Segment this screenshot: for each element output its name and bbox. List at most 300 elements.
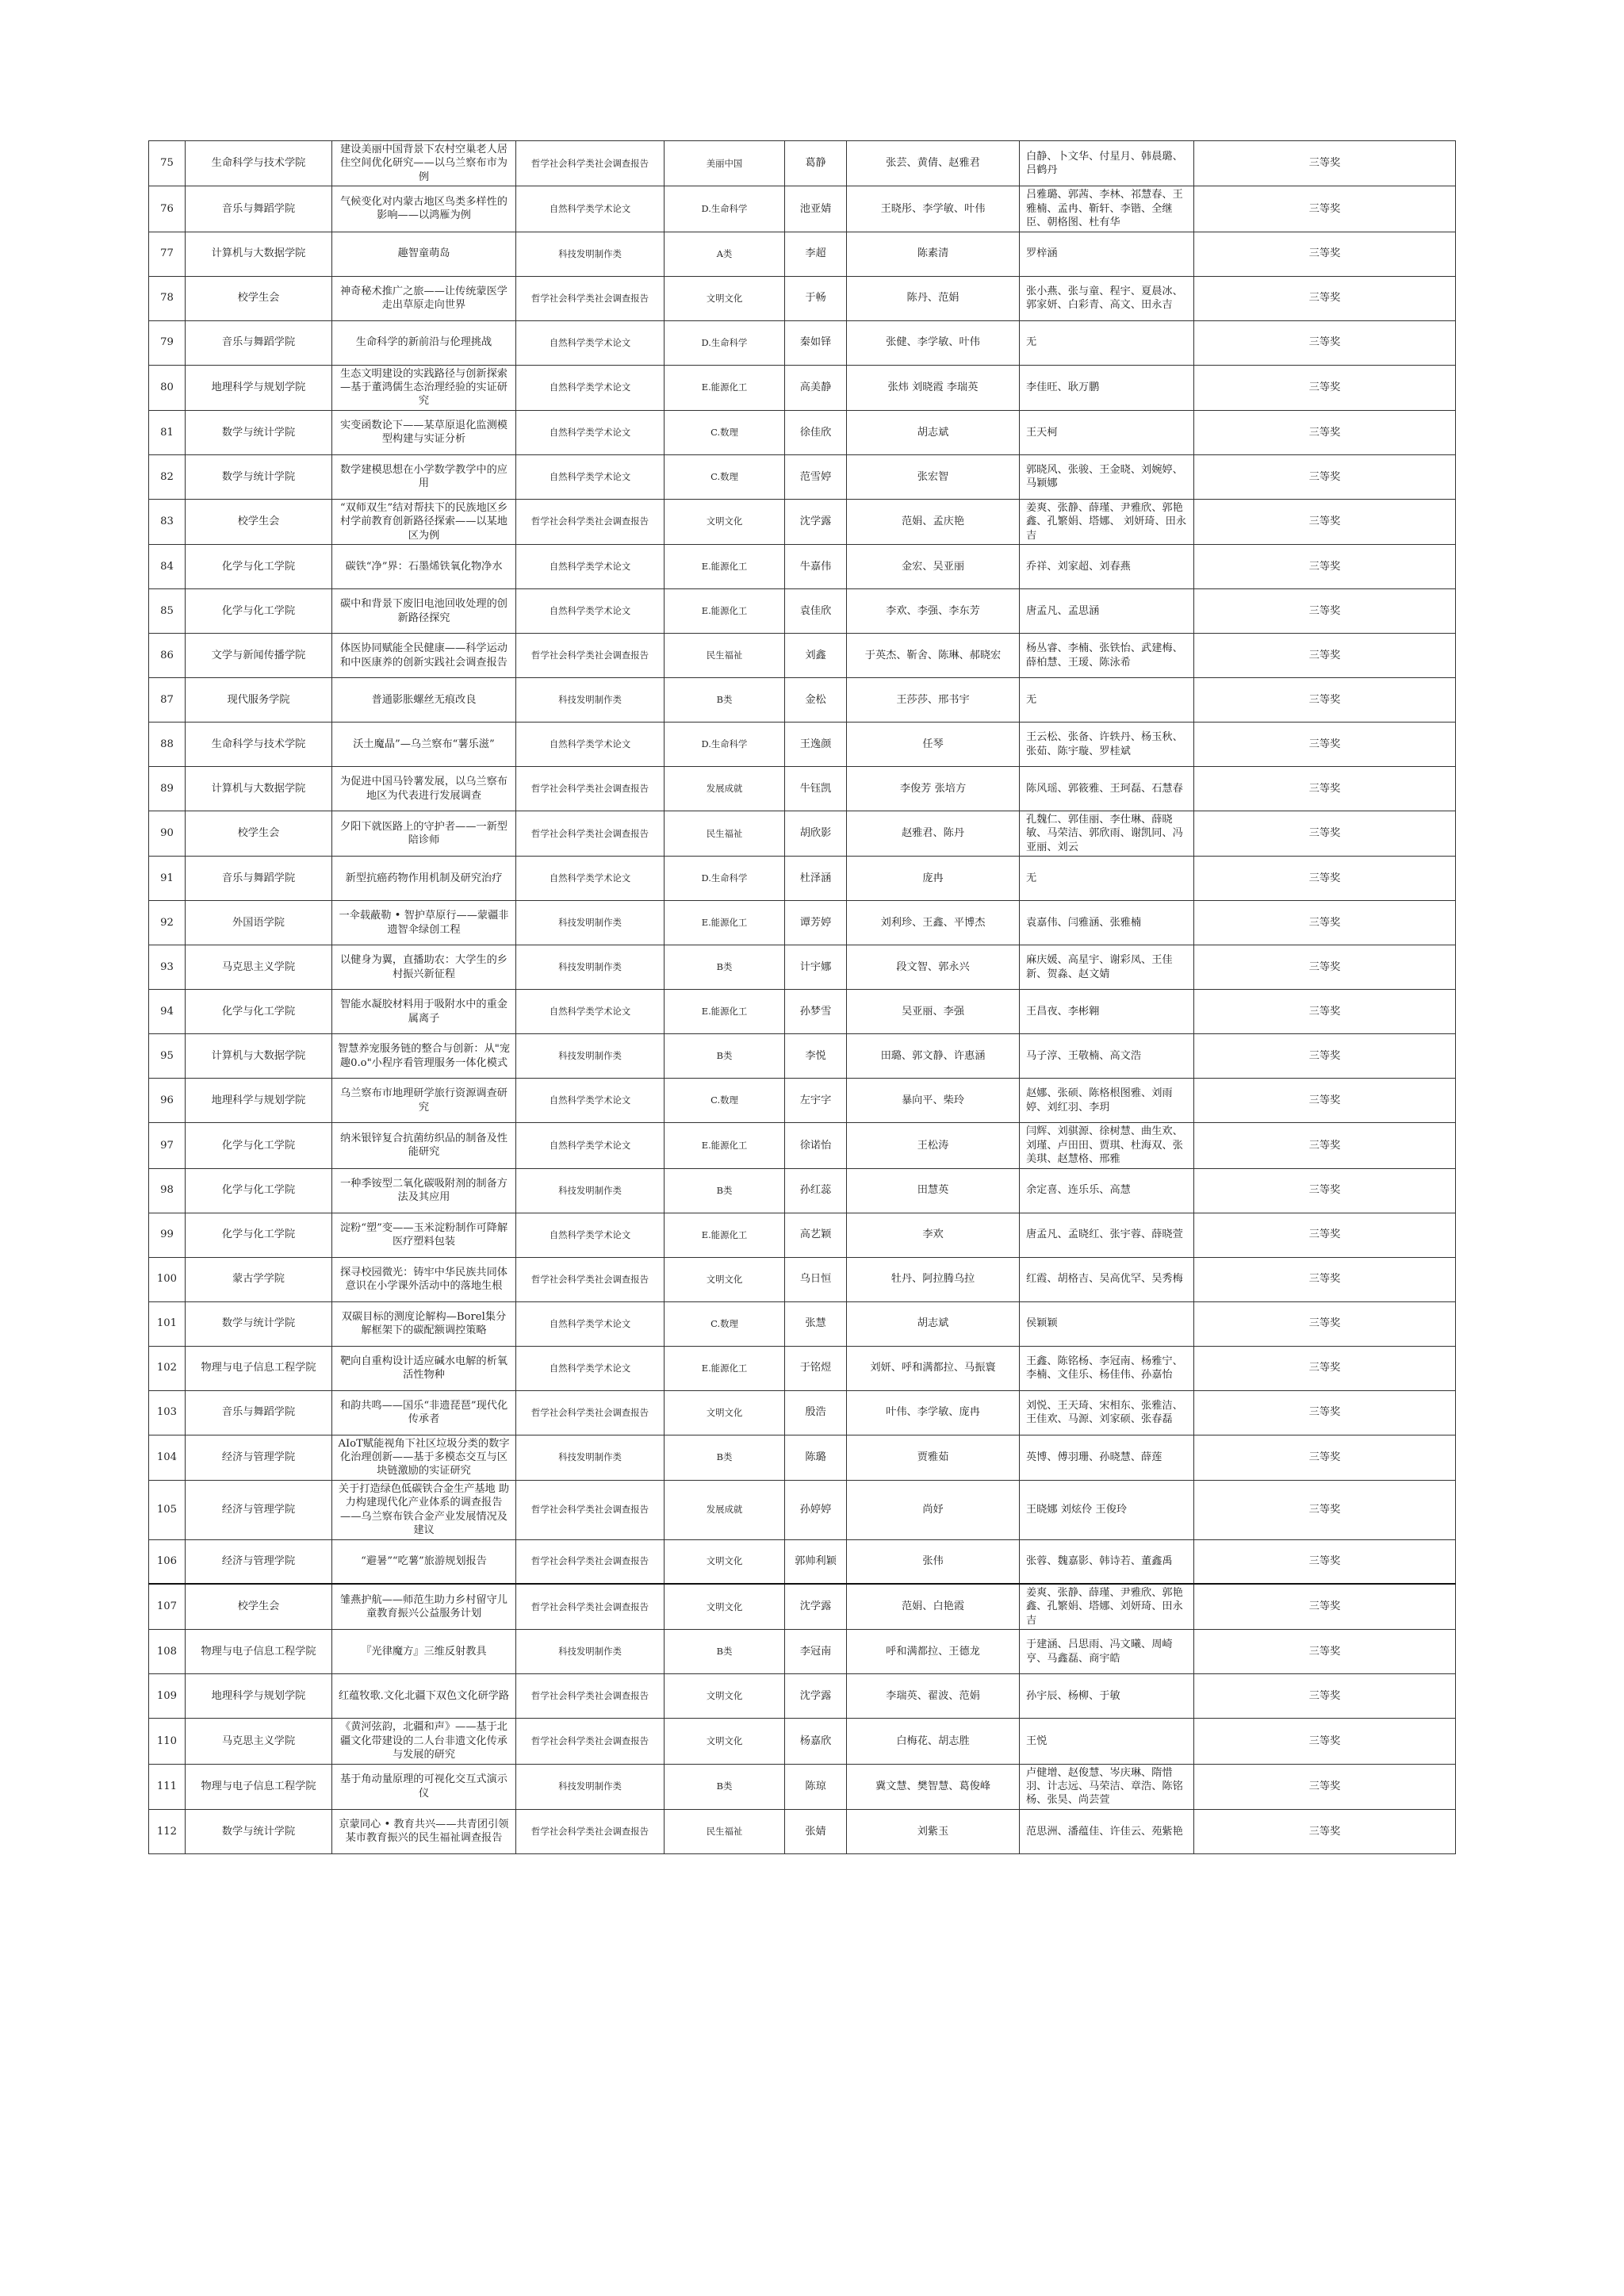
college-cell: 马克思主义学院 [186, 1719, 332, 1764]
category-cell: 自然科学类学术论文 [516, 545, 665, 589]
category-cell: 自然科学类学术论文 [516, 990, 665, 1034]
category-cell: 科技发明制作类 [516, 678, 665, 723]
college-cell: 物理与电子信息工程学院 [186, 1346, 332, 1390]
project-title-cell: 关于打造绿色低碳铁合金生产基地 助力构建现代化产业体系的调查报告——乌兰察布铁合金产业发展情况及建议 [332, 1480, 516, 1539]
advisors-cell: 田璐、郭文静、许惠涵 [847, 1034, 1020, 1079]
category-cell: 哲学社会科学类社会调查报告 [516, 1719, 665, 1764]
table-row [149, 857, 1456, 901]
leader-cell: 沈学露 [785, 499, 847, 544]
row-number-cell: 108 [149, 1630, 186, 1674]
category-cell: 哲学社会科学类社会调查报告 [516, 811, 665, 857]
subcategory-cell: 文明文化 [665, 1584, 785, 1630]
subcategory-cell: 文明文化 [665, 276, 785, 320]
leader-cell: 沈学露 [785, 1584, 847, 1630]
table-row [149, 990, 1456, 1034]
award-cell: 三等奖 [1194, 1257, 1456, 1301]
category-cell: 科技发明制作类 [516, 1034, 665, 1079]
award-list-sheet [148, 140, 1455, 1854]
leader-cell: 张婧 [785, 1809, 847, 1853]
members-cell: 姜爽、张静、薛瑾、尹雅欣、郭艳鑫、孔繁娟、塔娜、刘妍琦、田永吉 [1020, 1584, 1194, 1630]
category-cell: 科技发明制作类 [516, 1168, 665, 1213]
subcategory-cell: C.数理 [665, 1301, 785, 1346]
leader-cell: 孙梦雪 [785, 990, 847, 1034]
table-row [149, 499, 1456, 544]
advisors-cell: 陈素清 [847, 232, 1020, 276]
table-row [149, 1213, 1456, 1257]
leader-cell: 王逸颜 [785, 723, 847, 767]
project-title-cell: 纳米银锌复合抗菌纺织品的制备及性能研究 [332, 1123, 516, 1168]
category-cell: 自然科学类学术论文 [516, 320, 665, 365]
project-title-cell: 靶向自重构设计适应碱水电解的析氧活性物种 [332, 1346, 516, 1390]
subcategory-cell: E.能源化工 [665, 1213, 785, 1257]
leader-cell: 陈璐 [785, 1435, 847, 1480]
award-cell: 三等奖 [1194, 1079, 1456, 1123]
table-row [149, 410, 1456, 454]
row-number-cell: 81 [149, 410, 186, 454]
college-cell: 化学与化工学院 [186, 990, 332, 1034]
subcategory-cell: 美丽中国 [665, 141, 785, 186]
leader-cell: 陈琼 [785, 1764, 847, 1809]
advisors-cell: 王莎莎、邢书宇 [847, 678, 1020, 723]
college-cell: 生命科学与技术学院 [186, 141, 332, 186]
project-title-cell: 『光律魔方』三维反射教具 [332, 1630, 516, 1674]
advisors-cell: 段文智、郭永兴 [847, 945, 1020, 990]
college-cell: 校学生会 [186, 1584, 332, 1630]
project-title-cell: 神奇秘术推广之旅——让传统蒙医学走出草原走向世界 [332, 276, 516, 320]
members-cell: 侯颖颖 [1020, 1301, 1194, 1346]
leader-cell: 杨嘉欣 [785, 1719, 847, 1764]
row-number-cell: 76 [149, 186, 186, 232]
project-title-cell: 沃土魔晶”—乌兰察布“薯乐滋” [332, 723, 516, 767]
award-cell: 三等奖 [1194, 1719, 1456, 1764]
advisors-cell: 叶伟、李学敏、庞冉 [847, 1390, 1020, 1435]
project-title-cell: 碳铁“净”界：石墨烯铁氧化物净水 [332, 545, 516, 589]
advisors-cell: 张伟 [847, 1539, 1020, 1584]
college-cell: 音乐与舞蹈学院 [186, 857, 332, 901]
table-row [149, 1301, 1456, 1346]
project-title-cell: 趣智童萌岛 [332, 232, 516, 276]
advisors-cell: 白梅花、胡志胜 [847, 1719, 1020, 1764]
project-title-cell: 夕阳下就医路上的守护者——一新型陪诊师 [332, 811, 516, 857]
award-cell: 三等奖 [1194, 499, 1456, 544]
category-cell: 自然科学类学术论文 [516, 410, 665, 454]
project-title-cell: 生命科学的新前沿与伦理挑战 [332, 320, 516, 365]
project-title-cell: 双碳目标的测度论解构—Borel集分解框架下的碳配额调控策略 [332, 1301, 516, 1346]
college-cell: 计算机与大数据学院 [186, 767, 332, 811]
project-title-cell: 乌兰察布市地理研学旅行资源调查研究 [332, 1079, 516, 1123]
college-cell: 化学与化工学院 [186, 1213, 332, 1257]
leader-cell: 郭帅利颖 [785, 1539, 847, 1584]
category-cell: 科技发明制作类 [516, 1435, 665, 1480]
table-row [149, 1584, 1456, 1630]
leader-cell: 秦如铎 [785, 320, 847, 365]
advisors-cell: 范娟、白艳霞 [847, 1584, 1020, 1630]
project-title-cell: 探寻校园微光：铸牢中华民族共同体意识在小学课外活动中的落地生根 [332, 1257, 516, 1301]
award-cell: 三等奖 [1194, 1539, 1456, 1584]
row-number-cell: 84 [149, 545, 186, 589]
award-cell: 三等奖 [1194, 589, 1456, 634]
award-table-body [149, 141, 1456, 1854]
members-cell: 罗梓涵 [1020, 232, 1194, 276]
row-number-cell: 77 [149, 232, 186, 276]
row-number-cell: 89 [149, 767, 186, 811]
advisors-cell: 李欢、李强、李东芳 [847, 589, 1020, 634]
row-number-cell: 93 [149, 945, 186, 990]
subcategory-cell: E.能源化工 [665, 990, 785, 1034]
leader-cell: 金松 [785, 678, 847, 723]
table-row [149, 1764, 1456, 1809]
college-cell: 经济与管理学院 [186, 1435, 332, 1480]
table-row [149, 1079, 1456, 1123]
college-cell: 蒙古学学院 [186, 1257, 332, 1301]
college-cell: 化学与化工学院 [186, 589, 332, 634]
row-number-cell: 86 [149, 634, 186, 678]
members-cell: 李佳旺、耿万鹏 [1020, 365, 1194, 410]
category-cell: 自然科学类学术论文 [516, 723, 665, 767]
members-cell: 姜爽、张静、薛瑾、尹雅欣、郭艳鑫、孔繁娟、塔娜、 刘妍琦、田永吉 [1020, 499, 1194, 544]
members-cell: 孔魏仁、郭佳丽、李仕琳、薛晓敏、马荣洁、郭欣雨、谢凯同、冯亚丽、刘云 [1020, 811, 1194, 857]
advisors-cell: 李俊芳 张培方 [847, 767, 1020, 811]
college-cell: 地理科学与规划学院 [186, 365, 332, 410]
project-title-cell: 生态文明建设的实践路径与创新探索—基于董鸿儒生态治理经验的实证研究 [332, 365, 516, 410]
category-cell: 科技发明制作类 [516, 1630, 665, 1674]
row-number-cell: 98 [149, 1168, 186, 1213]
project-title-cell: 红蕴牧歌.文化北疆下双色文化研学路 [332, 1674, 516, 1719]
advisors-cell: 张芸、黄倩、赵雅君 [847, 141, 1020, 186]
leader-cell: 李冠南 [785, 1630, 847, 1674]
row-number-cell: 102 [149, 1346, 186, 1390]
advisors-cell: 刘妍、呼和满都拉、马振寰 [847, 1346, 1020, 1390]
table-row [149, 1346, 1456, 1390]
subcategory-cell: 文明文化 [665, 1390, 785, 1435]
project-title-cell: 雏燕护航——师范生助力乡村留守儿童教育振兴公益服务计划 [332, 1584, 516, 1630]
project-title-cell: 实变函数论下——某草原退化监测模型构建与实证分析 [332, 410, 516, 454]
category-cell: 哲学社会科学类社会调查报告 [516, 499, 665, 544]
project-title-cell: 气候变化对内蒙古地区鸟类多样性的影响——以鸿雁为例 [332, 186, 516, 232]
table-row [149, 1809, 1456, 1853]
members-cell: 范思洲、潘蕴佳、许佳云、苑紫艳 [1020, 1809, 1194, 1853]
subcategory-cell: 文明文化 [665, 1674, 785, 1719]
subcategory-cell: 文明文化 [665, 1257, 785, 1301]
college-cell: 校学生会 [186, 499, 332, 544]
college-cell: 数学与统计学院 [186, 1301, 332, 1346]
subcategory-cell: 文明文化 [665, 499, 785, 544]
members-cell: 无 [1020, 320, 1194, 365]
subcategory-cell: D.生命科学 [665, 857, 785, 901]
members-cell: 孙宇辰、杨柳、于敏 [1020, 1674, 1194, 1719]
members-cell: 王云松、张备、许轶丹、杨玉秋、张茹、陈宇璇、罗桂斌 [1020, 723, 1194, 767]
award-cell: 三等奖 [1194, 1390, 1456, 1435]
members-cell: 袁嘉伟、闫雅涵、张雅楠 [1020, 901, 1194, 945]
project-title-cell: 数学建模思想在小学数学教学中的应用 [332, 454, 516, 499]
college-cell: 数学与统计学院 [186, 454, 332, 499]
row-number-cell: 95 [149, 1034, 186, 1079]
project-title-cell: 建设美丽中国背景下农村空巢老人居住空间优化研究——以乌兰察布市为例 [332, 141, 516, 186]
leader-cell: 殷浩 [785, 1390, 847, 1435]
award-cell: 三等奖 [1194, 1764, 1456, 1809]
table-row [149, 678, 1456, 723]
subcategory-cell: B类 [665, 1764, 785, 1809]
members-cell: 张小燕、张与童、程宇、夏晨冰、郭家妍、白彩青、高文、田永吉 [1020, 276, 1194, 320]
row-number-cell: 78 [149, 276, 186, 320]
award-cell: 三等奖 [1194, 634, 1456, 678]
row-number-cell: 90 [149, 811, 186, 857]
subcategory-cell: B类 [665, 678, 785, 723]
row-number-cell: 106 [149, 1539, 186, 1584]
leader-cell: 袁佳欣 [785, 589, 847, 634]
row-number-cell: 97 [149, 1123, 186, 1168]
members-cell: 唐孟凡、孟思涵 [1020, 589, 1194, 634]
college-cell: 文学与新闻传播学院 [186, 634, 332, 678]
members-cell: 余定喜、连乐乐、高慧 [1020, 1168, 1194, 1213]
advisors-cell: 金宏、吴亚丽 [847, 545, 1020, 589]
leader-cell: 牛嘉伟 [785, 545, 847, 589]
row-number-cell: 87 [149, 678, 186, 723]
leader-cell: 牛钰凯 [785, 767, 847, 811]
award-cell: 三等奖 [1194, 276, 1456, 320]
category-cell: 自然科学类学术论文 [516, 365, 665, 410]
subcategory-cell: E.能源化工 [665, 365, 785, 410]
members-cell: 吕雅璐、郭茜、李林、祁慧春、王雅楠、孟冉、靳轩、李锴、全继臣、朝格图、杜有华 [1020, 186, 1194, 232]
project-title-cell: 智慧养宠服务链的整合与创新：从"宠趣0.o"小程序看管理服务一体化模式 [332, 1034, 516, 1079]
advisors-cell: 王松涛 [847, 1123, 1020, 1168]
award-cell: 三等奖 [1194, 410, 1456, 454]
row-number-cell: 111 [149, 1764, 186, 1809]
subcategory-cell: 民生福祉 [665, 634, 785, 678]
table-row [149, 1168, 1456, 1213]
award-cell: 三等奖 [1194, 723, 1456, 767]
leader-cell: 乌日恒 [785, 1257, 847, 1301]
members-cell: 红霞、胡格吉、吴高优罕、吴秀梅 [1020, 1257, 1194, 1301]
category-cell: 科技发明制作类 [516, 945, 665, 990]
category-cell: 自然科学类学术论文 [516, 1123, 665, 1168]
college-cell: 化学与化工学院 [186, 1123, 332, 1168]
row-number-cell: 79 [149, 320, 186, 365]
award-cell: 三等奖 [1194, 1480, 1456, 1539]
members-cell: 无 [1020, 678, 1194, 723]
award-cell: 三等奖 [1194, 1346, 1456, 1390]
subcategory-cell: E.能源化工 [665, 901, 785, 945]
subcategory-cell: B类 [665, 1630, 785, 1674]
college-cell: 经济与管理学院 [186, 1480, 332, 1539]
leader-cell: 孙婷婷 [785, 1480, 847, 1539]
subcategory-cell: E.能源化工 [665, 545, 785, 589]
project-title-cell: 一伞载蔽勒 • 智护草原行——蒙疆非遗智伞绿创工程 [332, 901, 516, 945]
project-title-cell: 以健身为翼，直播助农：大学生的乡村振兴新征程 [332, 945, 516, 990]
members-cell: 王昌夜、李彬翱 [1020, 990, 1194, 1034]
project-title-cell: 《黄河弦韵，北疆和声》——基于北疆文化带建设的二人台非遗文化传承与发展的研究 [332, 1719, 516, 1764]
row-number-cell: 92 [149, 901, 186, 945]
advisors-cell: 刘紫玉 [847, 1809, 1020, 1853]
subcategory-cell: 文明文化 [665, 1539, 785, 1584]
table-row [149, 1674, 1456, 1719]
award-cell: 三等奖 [1194, 454, 1456, 499]
table-row [149, 1034, 1456, 1079]
award-cell: 三等奖 [1194, 1674, 1456, 1719]
category-cell: 哲学社会科学类社会调查报告 [516, 1539, 665, 1584]
row-number-cell: 88 [149, 723, 186, 767]
college-cell: 外国语学院 [186, 901, 332, 945]
advisors-cell: 张健、李学敏、叶伟 [847, 320, 1020, 365]
advisors-cell: 尚妤 [847, 1480, 1020, 1539]
members-cell: 王悦 [1020, 1719, 1194, 1764]
college-cell: 马克思主义学院 [186, 945, 332, 990]
college-cell: 物理与电子信息工程学院 [186, 1764, 332, 1809]
award-cell: 三等奖 [1194, 545, 1456, 589]
members-cell: 张蓉、魏嘉影、韩诗若、董鑫禹 [1020, 1539, 1194, 1584]
subcategory-cell: E.能源化工 [665, 1123, 785, 1168]
leader-cell: 于铭煜 [785, 1346, 847, 1390]
category-cell: 自然科学类学术论文 [516, 857, 665, 901]
subcategory-cell: B类 [665, 1435, 785, 1480]
project-title-cell: 为促进中国马铃薯发展，以乌兰察布地区为代表进行发展调查 [332, 767, 516, 811]
award-cell: 三等奖 [1194, 1435, 1456, 1480]
row-number-cell: 75 [149, 141, 186, 186]
college-cell: 地理科学与规划学院 [186, 1079, 332, 1123]
members-cell: 王晓娜 刘炫伶 王俊玲 [1020, 1480, 1194, 1539]
category-cell: 自然科学类学术论文 [516, 589, 665, 634]
leader-cell: 李悦 [785, 1034, 847, 1079]
advisors-cell: 冀文慧、樊智慧、葛俊峰 [847, 1764, 1020, 1809]
award-cell: 三等奖 [1194, 1168, 1456, 1213]
row-number-cell: 99 [149, 1213, 186, 1257]
row-number-cell: 80 [149, 365, 186, 410]
category-cell: 哲学社会科学类社会调查报告 [516, 1674, 665, 1719]
advisors-cell: 张宏智 [847, 454, 1020, 499]
members-cell: 闫辉、刘骐源、徐树慧、曲生欢、刘瑾、卢田田、贾琪、杜海双、张美琪、赵慧格、邢雅 [1020, 1123, 1194, 1168]
leader-cell: 葛静 [785, 141, 847, 186]
college-cell: 现代服务学院 [186, 678, 332, 723]
subcategory-cell: D.生命科学 [665, 723, 785, 767]
table-row [149, 186, 1456, 232]
members-cell: 赵娜、张硕、陈格根图雅、刘雨婷、刘红羽、李玥 [1020, 1079, 1194, 1123]
college-cell: 地理科学与规划学院 [186, 1674, 332, 1719]
table-row [149, 320, 1456, 365]
table-row [149, 723, 1456, 767]
members-cell: 于建涵、吕思雨、冯文曦、周崎亨、马鑫磊、商宇皓 [1020, 1630, 1194, 1674]
advisors-cell: 呼和满都拉、王德龙 [847, 1630, 1020, 1674]
category-cell: 自然科学类学术论文 [516, 186, 665, 232]
members-cell: 马子淳、王敬楠、高文浩 [1020, 1034, 1194, 1079]
college-cell: 化学与化工学院 [186, 545, 332, 589]
category-cell: 哲学社会科学类社会调查报告 [516, 767, 665, 811]
award-cell: 三等奖 [1194, 1213, 1456, 1257]
subcategory-cell: D.生命科学 [665, 320, 785, 365]
college-cell: 计算机与大数据学院 [186, 232, 332, 276]
project-title-cell: 智能水凝胶材料用于吸附水中的重金属离子 [332, 990, 516, 1034]
leader-cell: 张慧 [785, 1301, 847, 1346]
award-cell: 三等奖 [1194, 141, 1456, 186]
table-row [149, 901, 1456, 945]
row-number-cell: 104 [149, 1435, 186, 1480]
project-title-cell: 新型抗癌药物作用机制及研究治疗 [332, 857, 516, 901]
award-cell: 三等奖 [1194, 1584, 1456, 1630]
award-cell: 三等奖 [1194, 186, 1456, 232]
row-number-cell: 103 [149, 1390, 186, 1435]
project-title-cell: “双师双生”结对帮扶下的民族地区乡村学前教育创新路径探索——以某地区为例 [332, 499, 516, 544]
subcategory-cell: B类 [665, 1168, 785, 1213]
leader-cell: 胡欣影 [785, 811, 847, 857]
subcategory-cell: B类 [665, 1034, 785, 1079]
members-cell: 卢健增、赵俊慧、岑庆琳、隋惜羽、计志远、马荣洁、章浩、陈铭杨、张昊、尚芸萱 [1020, 1764, 1194, 1809]
members-cell: 唐孟凡、孟晓红、张宇蓉、薛晓萱 [1020, 1213, 1194, 1257]
college-cell: 校学生会 [186, 276, 332, 320]
project-title-cell: 碳中和背景下废旧电池回收处理的创新路径探究 [332, 589, 516, 634]
category-cell: 自然科学类学术论文 [516, 1346, 665, 1390]
advisors-cell: 胡志斌 [847, 410, 1020, 454]
subcategory-cell: B类 [665, 945, 785, 990]
table-row [149, 1719, 1456, 1764]
advisors-cell: 贾雅茹 [847, 1435, 1020, 1480]
row-number-cell: 83 [149, 499, 186, 544]
row-number-cell: 91 [149, 857, 186, 901]
category-cell: 哲学社会科学类社会调查报告 [516, 1480, 665, 1539]
row-number-cell: 110 [149, 1719, 186, 1764]
award-cell: 三等奖 [1194, 811, 1456, 857]
award-cell: 三等奖 [1194, 1301, 1456, 1346]
table-row [149, 1480, 1456, 1539]
leader-cell: 高艺颖 [785, 1213, 847, 1257]
advisors-cell: 庞冉 [847, 857, 1020, 901]
award-table [148, 140, 1456, 1854]
award-cell: 三等奖 [1194, 232, 1456, 276]
project-title-cell: 普通影胀螺丝无痕改良 [332, 678, 516, 723]
subcategory-cell: C.数理 [665, 410, 785, 454]
row-number-cell: 105 [149, 1480, 186, 1539]
project-title-cell: 和韵共鸣——国乐“非遗琵琶”现代化传承者 [332, 1390, 516, 1435]
subcategory-cell: 发展成就 [665, 1480, 785, 1539]
members-cell: 无 [1020, 857, 1194, 901]
category-cell: 哲学社会科学类社会调查报告 [516, 634, 665, 678]
members-cell: 英博、傅羽珊、孙晓慧、薛莲 [1020, 1435, 1194, 1480]
project-title-cell: “避暑”“吃薯”旅游规划报告 [332, 1539, 516, 1584]
row-number-cell: 100 [149, 1257, 186, 1301]
table-row [149, 1630, 1456, 1674]
category-cell: 哲学社会科学类社会调查报告 [516, 1390, 665, 1435]
subcategory-cell: E.能源化工 [665, 1346, 785, 1390]
table-row [149, 1390, 1456, 1435]
members-cell: 陈风瑶、郭筱雅、王珂磊、石慧春 [1020, 767, 1194, 811]
members-cell: 乔祥、刘家超、刘春燕 [1020, 545, 1194, 589]
category-cell: 自然科学类学术论文 [516, 1301, 665, 1346]
table-row [149, 1123, 1456, 1168]
subcategory-cell: 文明文化 [665, 1719, 785, 1764]
leader-cell: 高美静 [785, 365, 847, 410]
leader-cell: 范雪婷 [785, 454, 847, 499]
subcategory-cell: 民生福祉 [665, 811, 785, 857]
table-row [149, 945, 1456, 990]
college-cell: 校学生会 [186, 811, 332, 857]
advisors-cell: 王晓彤、李学敏、叶伟 [847, 186, 1020, 232]
award-cell: 三等奖 [1194, 1809, 1456, 1853]
advisors-cell: 任琴 [847, 723, 1020, 767]
award-cell: 三等奖 [1194, 857, 1456, 901]
leader-cell: 李超 [785, 232, 847, 276]
category-cell: 哲学社会科学类社会调查报告 [516, 1257, 665, 1301]
project-title-cell: 京蒙同心 • 教育共兴——共青团引领某市教育振兴的民生福祉调查报告 [332, 1809, 516, 1853]
award-cell: 三等奖 [1194, 1630, 1456, 1674]
award-cell: 三等奖 [1194, 767, 1456, 811]
leader-cell: 谭芳婷 [785, 901, 847, 945]
award-cell: 三等奖 [1194, 678, 1456, 723]
subcategory-cell: E.能源化工 [665, 589, 785, 634]
subcategory-cell: 发展成就 [665, 767, 785, 811]
advisors-cell: 范娟、孟庆艳 [847, 499, 1020, 544]
college-cell: 经济与管理学院 [186, 1539, 332, 1584]
table-row [149, 1435, 1456, 1480]
row-number-cell: 94 [149, 990, 186, 1034]
advisors-cell: 牡丹、阿拉腾乌拉 [847, 1257, 1020, 1301]
